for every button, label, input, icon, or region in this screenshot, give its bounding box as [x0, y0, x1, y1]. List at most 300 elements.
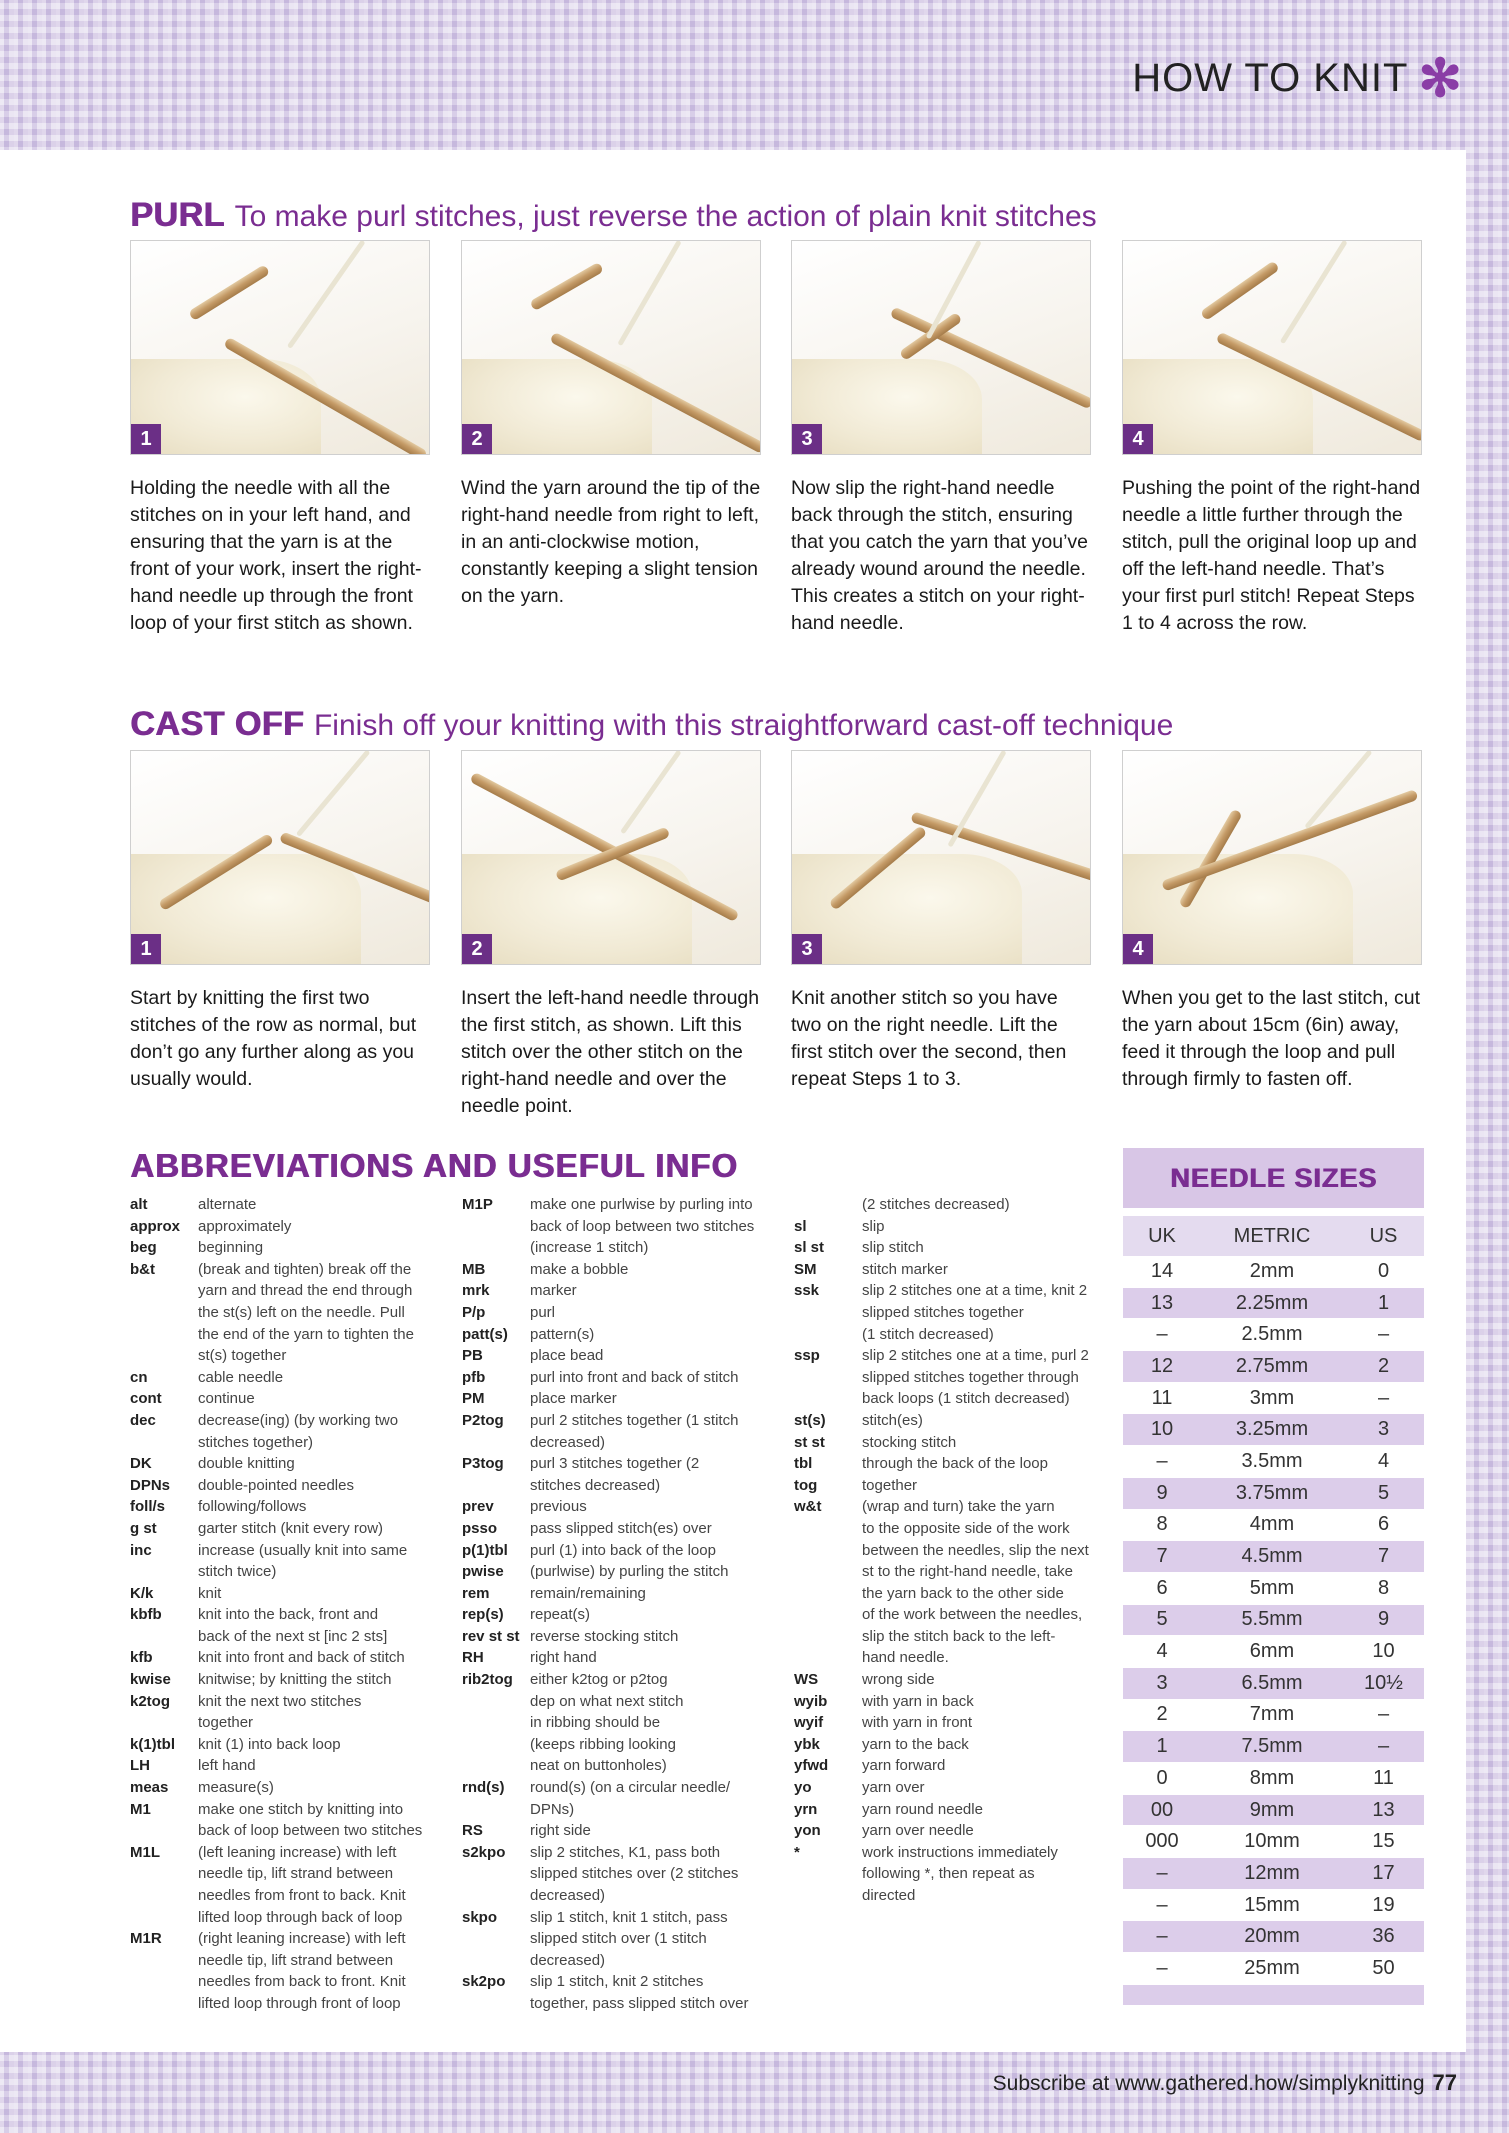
abbreviation-definition: (left leaning increase) with left — [198, 1843, 397, 1861]
abbreviation-definition: right hand — [530, 1649, 597, 1667]
abbreviation-term: s2kpo — [462, 1843, 506, 1861]
abbreviation-definition: right side — [530, 1822, 591, 1840]
needle-size-metric: 4mm — [1249, 1513, 1295, 1536]
abbreviation-row — [794, 1388, 1104, 1410]
step-number: 1 — [131, 934, 161, 964]
purl-steps — [130, 240, 1424, 660]
needle-size-row — [1123, 1573, 1424, 1605]
needle-size-uk: 12 — [1150, 1354, 1174, 1377]
abbreviation-row — [462, 1475, 772, 1497]
abbreviation-row — [130, 1647, 460, 1669]
abbreviation-row — [794, 1583, 1104, 1605]
abbreviation-term — [794, 1604, 862, 1626]
abbreviation-row — [794, 1604, 1104, 1626]
abbreviation-definition: decreased) — [530, 1951, 606, 1969]
abbreviation-term: dec — [130, 1411, 156, 1429]
abbreviation-row — [462, 1626, 772, 1648]
needle-size-metric: 9mm — [1249, 1798, 1295, 1821]
abbreviation-definition: slipped stitch over (1 stitch — [530, 1930, 707, 1948]
abbreviation-row — [130, 1302, 460, 1324]
needle-size-metric: 7.5mm — [1241, 1735, 1303, 1758]
abbreviation-definition: approximately — [198, 1217, 292, 1235]
needle-size-us: 10½ — [1364, 1671, 1403, 1694]
abbreviation-definition: neat on buttonholes) — [530, 1757, 667, 1775]
abbreviation-term: pwise — [462, 1563, 504, 1581]
abbreviation-definition: together — [198, 1714, 254, 1732]
abbreviation-definition: knit — [198, 1584, 222, 1602]
abbreviation-term: pfb — [462, 1368, 486, 1386]
abbreviation-term: LH — [130, 1757, 150, 1775]
abbreviation-definition: together — [862, 1476, 918, 1494]
needle-size-us: 13 — [1372, 1798, 1395, 1821]
abbreviation-row — [462, 1863, 772, 1885]
needle-sizes-table — [1123, 1148, 1424, 2005]
abbreviation-definition: (purlwise) by purling the stitch — [530, 1563, 729, 1581]
abbreviation-definition: knit the next two stitches — [198, 1692, 362, 1710]
abbreviation-definition: purl 3 stitches together (2 — [530, 1455, 700, 1473]
needle-size-us: 17 — [1372, 1861, 1395, 1884]
abbreviation-row — [462, 1647, 772, 1669]
needle-sizes-title: NEEDLE SIZES — [1123, 1148, 1424, 1208]
step-text: Start by knitting the first two stitches of the row as normal, but don’t go any further along as you usually would. — [130, 987, 417, 1090]
abbreviation-row — [130, 1604, 460, 1626]
page-footer — [993, 2070, 1457, 2096]
abbreviation-row — [462, 1820, 772, 1842]
abbreviation-term: tog — [794, 1476, 818, 1494]
needle-size-metric: 7mm — [1249, 1703, 1295, 1726]
abbreviations-title: ABBREVIATIONS AND USEFUL INFO — [130, 1147, 738, 1184]
abbreviation-definition: cable needle — [198, 1368, 284, 1386]
needle-size-uk: 7 — [1156, 1545, 1168, 1568]
abbreviation-row — [130, 1388, 460, 1410]
needle-size-us: 9 — [1377, 1608, 1390, 1631]
abbreviation-row — [462, 1388, 772, 1410]
needle-size-uk: 0 — [1156, 1766, 1168, 1789]
abbreviation-definition: knit into front and back of stitch — [198, 1649, 405, 1667]
abbreviation-term: tbl — [794, 1455, 813, 1473]
purl-step — [1122, 240, 1422, 637]
step-text: Holding the needle with all the stitches on in your left hand, and ensuring that the yarn is at the front of your work, insert the right-hand needle up through the front loop of your first stitch as shown. — [130, 477, 422, 634]
step-text: Pushing the point of the right-hand needle a little further through the stitch, pull the original loop up and off the left-hand needle. That’s your first purl stitch! Repeat Steps 1 to 4 across the row. — [1122, 477, 1421, 634]
needle-size-row — [1123, 1446, 1424, 1478]
needle-size-uk: 3 — [1156, 1671, 1168, 1694]
abbreviation-row — [130, 1432, 460, 1454]
abbreviation-row — [462, 1410, 772, 1432]
abbreviation-definition: yarn round needle — [862, 1800, 983, 1818]
needle-size-row — [1123, 1763, 1424, 1795]
abbreviation-term: * — [794, 1843, 800, 1861]
purl-title: PURL — [130, 196, 225, 234]
castoff-step — [130, 750, 430, 1093]
abbreviation-term: ssp — [794, 1347, 820, 1365]
needle-size-metric: 3.25mm — [1235, 1418, 1309, 1441]
abbreviation-definition: marker — [530, 1282, 577, 1300]
needle-size-us: 11 — [1373, 1766, 1394, 1789]
abbreviation-definition: needles from back to front. Knit — [198, 1973, 406, 1991]
abbreviation-definition: purl — [530, 1303, 556, 1321]
abbreviation-definition: work instructions immediately — [862, 1843, 1058, 1861]
abbreviation-term — [130, 1324, 198, 1346]
abbreviation-term: patt(s) — [462, 1325, 508, 1343]
abbreviation-definition: together, pass slipped stitch over — [530, 1994, 749, 2012]
needle-size-row — [1123, 1605, 1424, 1637]
needle-size-us: 6 — [1377, 1513, 1390, 1536]
step-text: Wind the yarn around the tip of the right-hand needle from right to left, in an anti-clockwise motion, constantly keeping a slight tension on the yarn. — [461, 477, 761, 607]
page-number: 77 — [1432, 2070, 1457, 2095]
abbreviation-definition: between the needles, slip the next — [862, 1541, 1089, 1559]
abbreviation-definition: back loops (1 stitch decreased) — [862, 1390, 1070, 1408]
step-photo — [791, 240, 1091, 455]
step-number: 2 — [462, 424, 492, 454]
needle-size-uk: 1 — [1156, 1735, 1168, 1758]
needle-size-metric: 15mm — [1244, 1893, 1300, 1916]
abbreviation-definition: double knitting — [198, 1455, 295, 1473]
abbreviation-row — [130, 1907, 460, 1929]
abbreviation-definition: slip 1 stitch, knit 1 stitch, pass — [530, 1908, 728, 1926]
needle-size-us: – — [1377, 1735, 1390, 1758]
needle-size-metric: 3.75mm — [1235, 1481, 1309, 1504]
abbreviation-row — [794, 1626, 1104, 1648]
abbreviation-row — [462, 1367, 772, 1389]
abbreviation-row — [794, 1259, 1104, 1281]
abbreviation-term — [462, 1432, 530, 1454]
abbreviation-term — [130, 1863, 198, 1885]
subscribe-text: Subscribe at www.gathered.how/simplyknitting — [992, 2072, 1425, 2095]
abbreviation-row — [130, 1712, 460, 1734]
abbreviation-row — [130, 1993, 460, 2015]
needle-size-uk: – — [1156, 1861, 1168, 1884]
needle-size-uk: – — [1156, 1925, 1168, 1948]
column-header: US — [1369, 1224, 1398, 1247]
abbreviation-term: prev — [462, 1498, 494, 1516]
abbreviation-row — [794, 1777, 1104, 1799]
step-photo — [1122, 240, 1422, 455]
abbreviations-column — [462, 1194, 772, 2015]
abbreviation-term — [794, 1367, 862, 1389]
abbreviation-term: meas — [130, 1779, 169, 1797]
needle-sizes-header — [1123, 1216, 1424, 1256]
needle-size-metric: 5mm — [1249, 1576, 1295, 1599]
abbreviation-definition: slipped stitches together — [862, 1303, 1024, 1321]
abbreviation-term: SM — [794, 1260, 817, 1278]
abbreviation-row — [462, 1561, 772, 1583]
abbreviation-term — [794, 1324, 862, 1346]
needle-size-uk: – — [1156, 1956, 1168, 1979]
abbreviation-term — [794, 1647, 862, 1669]
abbreviation-definition: of the work between the needles, — [862, 1606, 1083, 1624]
abbreviation-term — [794, 1583, 862, 1605]
abbreviation-definition: pattern(s) — [530, 1325, 595, 1343]
abbreviation-definition: decrease(ing) (by working two — [198, 1411, 399, 1429]
abbreviation-definition: hand needle. — [862, 1649, 949, 1667]
abbreviation-definition: directed — [862, 1887, 916, 1904]
needle-size-row — [1123, 1383, 1424, 1415]
abbreviation-row — [462, 1755, 772, 1777]
abbreviation-row — [130, 1626, 460, 1648]
abbreviation-row — [794, 1280, 1104, 1302]
abbreviation-row — [462, 1842, 772, 1864]
abbreviation-definition: double-pointed needles — [198, 1476, 354, 1494]
abbreviation-term: K/k — [130, 1584, 154, 1602]
abbreviation-term: yon — [794, 1822, 821, 1840]
abbreviation-definition: slip — [862, 1217, 885, 1235]
abbreviation-definition: (break and tighten) break off the — [198, 1260, 412, 1278]
abbreviation-term — [462, 1691, 530, 1713]
abbreviation-term — [462, 1799, 530, 1821]
abbreviation-row — [130, 1280, 460, 1302]
castoff-steps — [130, 750, 1424, 1170]
abbreviation-definition: yarn over — [862, 1779, 925, 1797]
needle-size-uk: 000 — [1145, 1830, 1179, 1853]
abbreviation-row — [130, 1324, 460, 1346]
abbreviation-term: P3tog — [462, 1455, 504, 1473]
abbreviation-term: foll/s — [130, 1498, 166, 1516]
abbreviation-term — [130, 1993, 198, 2015]
abbreviation-term — [130, 1280, 198, 1302]
abbreviation-definition: slipped stitches together through — [862, 1368, 1079, 1386]
abbreviation-term — [462, 1885, 530, 1907]
needle-size-us: 50 — [1372, 1956, 1395, 1979]
abbreviation-row — [794, 1367, 1104, 1389]
abbreviation-row — [462, 1971, 772, 1993]
abbreviation-definition: slip 2 stitches one at a time, knit 2 — [862, 1282, 1088, 1300]
abbreviation-definition: measure(s) — [198, 1779, 274, 1797]
needle-size-row — [1123, 1700, 1424, 1732]
abbreviation-definition: wrong side — [862, 1671, 935, 1689]
abbreviation-term: rib2tog — [462, 1671, 513, 1689]
needle-size-uk: 2 — [1156, 1703, 1168, 1726]
castoff-subtitle: Finish off your knitting with this straightforward cast-off technique — [313, 709, 1174, 742]
abbreviation-term — [130, 1907, 198, 1929]
needle-size-row — [1123, 1890, 1424, 1922]
abbreviation-definition: (2 stitches decreased) — [862, 1196, 1010, 1213]
abbreviation-definition: pass slipped stitch(es) over — [530, 1519, 712, 1537]
abbreviation-row — [794, 1518, 1104, 1540]
abbreviation-term — [794, 1561, 862, 1583]
step-text: Knit another stitch so you have two on the right needle. Lift the first stitch over the second, then repeat Steps 1 to 3. — [791, 987, 1067, 1090]
abbreviation-row — [130, 1842, 460, 1864]
abbreviation-term — [130, 1561, 198, 1583]
purl-step — [791, 240, 1091, 637]
abbreviation-row — [794, 1540, 1104, 1562]
abbreviation-definition: stitches together) — [198, 1433, 314, 1451]
needle-size-metric: 3.5mm — [1241, 1449, 1303, 1472]
abbreviation-definition: knit into the back, front and — [198, 1606, 379, 1624]
abbreviation-definition: in ribbing should be — [530, 1714, 661, 1732]
abbreviation-term — [462, 1755, 530, 1777]
abbreviation-term: rem — [462, 1584, 490, 1602]
abbreviation-row — [462, 1345, 772, 1367]
abbreviation-definition: needles from front to back. Knit — [198, 1887, 406, 1904]
needle-size-row — [1123, 1288, 1424, 1320]
needle-size-metric: 10mm — [1244, 1830, 1300, 1853]
abbreviation-term — [130, 1302, 198, 1324]
abbreviation-term: P2tog — [462, 1411, 504, 1429]
abbreviation-definition: (wrap and turn) take the yarn — [862, 1498, 1055, 1516]
needle-size-us: 7 — [1377, 1545, 1390, 1568]
abbreviation-row — [130, 1453, 460, 1475]
abbreviation-definition: stocking stitch — [862, 1433, 957, 1451]
abbreviation-term: psso — [462, 1519, 498, 1537]
abbreviation-definition: make a bobble — [530, 1260, 629, 1278]
abbreviation-term: P/p — [462, 1303, 486, 1321]
abbreviation-definition: (1 stitch decreased) — [862, 1325, 994, 1343]
abbreviation-row — [462, 1302, 772, 1324]
needle-size-uk: – — [1156, 1449, 1168, 1472]
abbreviation-row — [130, 1863, 460, 1885]
abbreviation-term — [794, 1885, 862, 1907]
abbreviation-row — [462, 1885, 772, 1907]
abbreviation-definition: slip 2 stitches one at a time, purl 2 — [862, 1347, 1089, 1365]
purl-step — [130, 240, 430, 637]
abbreviation-term: st(s) — [794, 1411, 826, 1429]
abbreviation-term — [794, 1540, 862, 1562]
abbreviation-definition: decreased) — [530, 1433, 606, 1451]
abbreviation-row — [794, 1432, 1104, 1454]
step-text: Now slip the right-hand needle back through the stitch, ensuring that you catch the yarn that you’ve already wound around the needle. This creates a stitch on your right-hand needle. — [791, 477, 1089, 634]
abbreviation-term: approx — [130, 1217, 181, 1235]
step-number: 1 — [131, 424, 161, 454]
needle-size-uk: 4 — [1156, 1640, 1168, 1663]
purl-step — [461, 240, 761, 610]
abbreviation-definition: purl into front and back of stitch — [530, 1368, 739, 1386]
abbreviation-row — [794, 1237, 1104, 1259]
needle-size-uk: 00 — [1150, 1798, 1174, 1821]
abbreviation-definition: make one stitch by knitting into — [198, 1800, 404, 1818]
needle-size-metric: 8mm — [1249, 1766, 1295, 1789]
abbreviation-row — [130, 1799, 460, 1821]
step-photo — [130, 240, 430, 455]
column-header: UK — [1148, 1224, 1176, 1247]
castoff-title: CAST OFF — [130, 705, 304, 743]
abbreviation-definition: yarn forward — [862, 1757, 946, 1775]
abbreviation-definition: stitch marker — [862, 1260, 948, 1278]
needle-size-us: 15 — [1372, 1830, 1395, 1853]
needle-size-us: 10 — [1372, 1640, 1395, 1663]
abbreviation-term — [462, 1950, 530, 1972]
needle-size-row — [1123, 1319, 1424, 1351]
needle-sizes-body — [1123, 1256, 1424, 1985]
abbreviation-term: PB — [462, 1347, 483, 1365]
abbreviation-definition: purl 2 stitches together (1 stitch — [530, 1411, 739, 1429]
abbreviation-definition: with yarn in front — [862, 1714, 973, 1732]
abbreviation-term: cn — [130, 1368, 148, 1386]
abbreviation-term: k2tog — [130, 1692, 171, 1710]
step-photo — [130, 750, 430, 965]
abbreviation-term: rep(s) — [462, 1606, 504, 1624]
step-number: 4 — [1123, 934, 1153, 964]
step-photo — [1122, 750, 1422, 965]
needle-size-metric: 12mm — [1244, 1861, 1300, 1884]
abbreviation-term: cont — [130, 1390, 162, 1408]
abbreviation-term: kfb — [130, 1649, 153, 1667]
abbreviation-row — [794, 1820, 1104, 1842]
step-photo — [461, 750, 761, 965]
abbreviation-term — [130, 1345, 198, 1367]
abbreviation-term — [130, 1971, 198, 1993]
needle-size-row — [1123, 1826, 1424, 1858]
abbreviation-row — [794, 1712, 1104, 1734]
abbreviation-term: M1L — [130, 1843, 160, 1861]
abbreviation-definition: reverse stocking stitch — [530, 1627, 679, 1645]
abbreviation-definition: lifted loop through front of loop — [198, 1994, 401, 2012]
abbreviation-definition: slip 2 stitches, K1, pass both — [530, 1843, 721, 1861]
abbreviation-definition: back of loop between two stitches — [198, 1822, 423, 1840]
abbreviation-definition: slip stitch — [862, 1239, 924, 1257]
abbreviation-term: g st — [130, 1519, 157, 1537]
abbreviation-term — [462, 1237, 530, 1259]
abbreviation-row — [130, 1734, 460, 1756]
abbreviation-definition: st(s) together — [198, 1347, 287, 1365]
abbreviation-term: alt — [130, 1196, 148, 1213]
needle-size-row — [1123, 1731, 1424, 1763]
abbreviation-term: p(1)tbl — [462, 1541, 508, 1559]
abbreviation-row — [794, 1410, 1104, 1432]
abbreviation-row — [462, 1518, 772, 1540]
abbreviation-definition: round(s) (on a circular needle/ — [530, 1779, 731, 1797]
abbreviation-row — [794, 1842, 1104, 1864]
abbreviation-term — [130, 1626, 198, 1648]
abbreviation-term: yo — [794, 1779, 812, 1797]
abbreviation-definition: the end of the yarn to tighten the — [198, 1325, 414, 1343]
abbreviation-row — [130, 1540, 460, 1562]
abbreviation-row — [130, 1820, 460, 1842]
castoff-step — [461, 750, 761, 1120]
step-number: 4 — [1123, 424, 1153, 454]
needle-size-metric: 2.5mm — [1241, 1323, 1303, 1346]
needle-size-metric: 25mm — [1244, 1956, 1300, 1979]
abbreviation-row — [130, 1971, 460, 1993]
abbreviation-row — [462, 1280, 772, 1302]
needle-size-us: 1 — [1377, 1291, 1390, 1314]
abbreviation-definition: garter stitch (knit every row) — [198, 1519, 384, 1537]
abbreviation-row — [794, 1669, 1104, 1691]
abbreviation-term — [130, 1820, 198, 1842]
abbreviation-row — [130, 1950, 460, 1972]
abbreviation-row — [130, 1928, 460, 1950]
abbreviation-definition: left hand — [198, 1757, 256, 1775]
abbreviation-term: WS — [794, 1671, 819, 1689]
needle-size-uk: 5 — [1156, 1608, 1168, 1631]
step-number: 2 — [462, 934, 492, 964]
abbreviation-row — [794, 1647, 1104, 1669]
abbreviation-term: rnd(s) — [462, 1779, 505, 1797]
asterisk-icon: ✻ — [1418, 49, 1463, 108]
abbreviation-row — [462, 1712, 772, 1734]
abbreviation-row — [130, 1691, 460, 1713]
abbreviation-row — [462, 1734, 772, 1756]
abbreviation-definition: increase (usually knit into same — [198, 1541, 408, 1559]
abbreviation-definition: repeat(s) — [530, 1606, 591, 1624]
step-text: When you get to the last stitch, cut the yarn about 15cm (6in) away, feed it through the loop and pull through firmly to fasten off. — [1122, 987, 1421, 1090]
abbreviation-row — [794, 1453, 1104, 1475]
abbreviation-term — [462, 1993, 530, 2015]
abbreviation-row — [130, 1669, 460, 1691]
abbreviation-term: RH — [462, 1649, 484, 1667]
abbreviation-term: kbfb — [130, 1606, 162, 1624]
abbreviation-term: k(1)tbl — [130, 1735, 175, 1753]
needle-size-row — [1123, 1256, 1424, 1288]
needle-size-uk: 6 — [1156, 1576, 1168, 1599]
step-photo — [461, 240, 761, 455]
abbreviation-definition: (keeps ribbing looking — [530, 1735, 676, 1753]
needle-size-us: 0 — [1377, 1259, 1390, 1282]
abbreviation-definition: stitches decreased) — [530, 1476, 661, 1494]
needle-size-metric: 6mm — [1249, 1640, 1295, 1663]
abbreviation-row — [794, 1691, 1104, 1713]
section-title-text: HOW TO KNIT — [1132, 56, 1409, 100]
needle-size-metric: 5.5mm — [1241, 1608, 1303, 1631]
